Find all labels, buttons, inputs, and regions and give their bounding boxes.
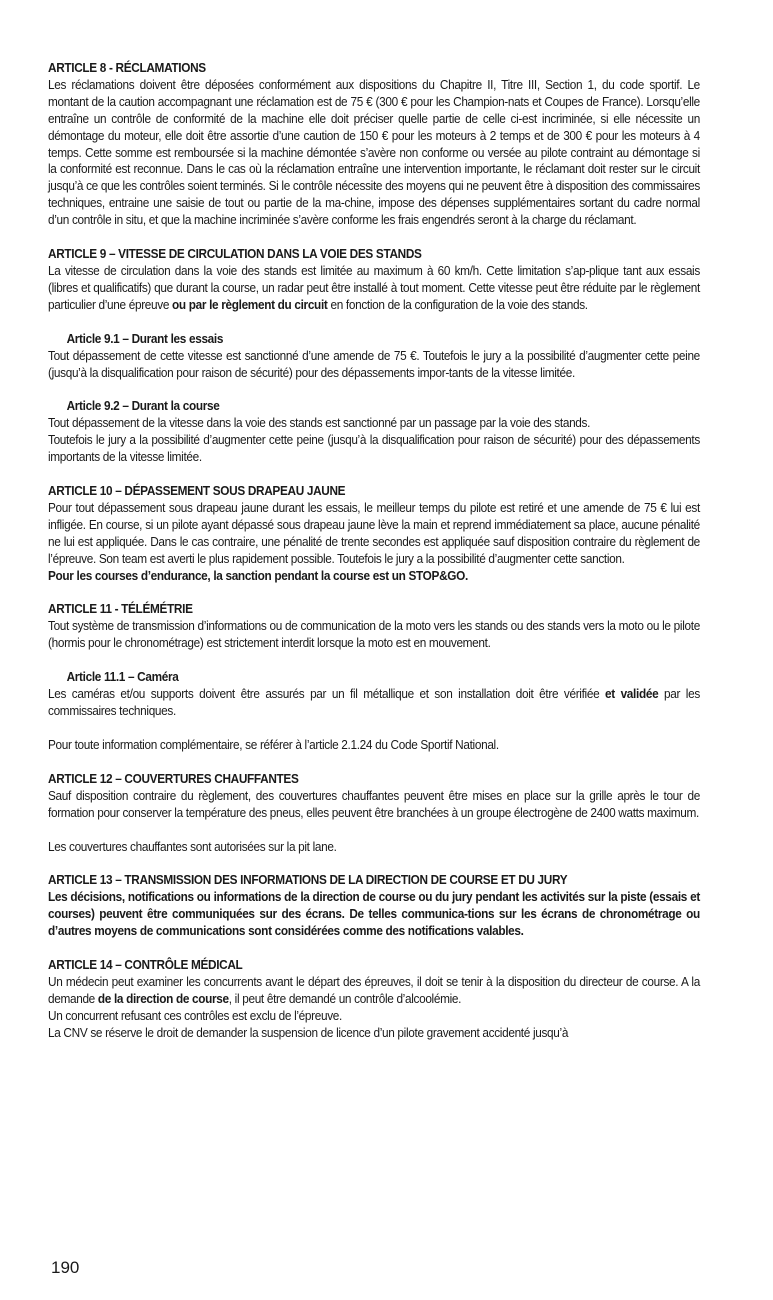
article-9-2-heading: Article 9.2 – Durant la course bbox=[66, 399, 220, 414]
article-11-1-body: Les caméras et/ou supports doivent être assurés par un fil métallique et son installation doit être vérifiée et validée par les commissaires techniques. bbox=[48, 687, 700, 718]
article-13-body: Les décisions, notifications ou informations de la direction de course ou du jury pendant les activités sur la piste (essais et courses) peuvent être communiquées sur des écrans. De telles communica-tions sur les écrans de chronométrage ou d’autres moyens de communications sont considérées comme des notifications valables. bbox=[48, 890, 700, 939]
article-12-body: Sauf disposition contraire du règlement, des couvertures chauffantes peuvent être mises en place sur la grille après le tour de formation pour conserver la température des pneus, elles peuvent être branchées à un groupe électrogène de 2400 watts maximum. bbox=[48, 788, 700, 820]
article-10-endurance-rule: Pour les courses d’endurance, la sanction pendant la course est un STOP&GO. bbox=[48, 568, 468, 583]
article-11-1-heading: Article 11.1 – Caméra bbox=[66, 670, 179, 685]
article-8-body: Les réclamations doivent être déposées conformément aux dispositions du Chapitre II, Titre III, Section 1, du code sportif. Le montant de la caution accompagnant une réclamation est de 75 € (300 € pour les Champion-nats et Coupes de France). Lorsqu’elle entraîne un contrôle de conformité de la machine elle doit préciser quelle partie de celle ci-est incriminée, si elle nécessite un démontage du moteur, elle doit être assortie d’une caution de 150 € pour les moteurs à 2 temps et de 300 € pour les moteurs à 4 temps. Cette somme est remboursée si la machine démontée s’avère non conforme ou versée au pilote contraint au démontage si la conformité est reconnue. Dans le cas où la réclamation entraîne une intervention importante, le réclamant doit rester sur le circuit jusqu’à ce que les contrôles soient terminés. Si le contrôle nécessite des moyens qui ne peuvent être à disposition des commissaires techniques, entraine une saisie de tout ou partie de la ma-chine, impose des dépenses supplémentaires sortant du cadre normal d’un contrôle in situ, et que la machine incriminée s’avère conforme les frais engendrés seront à la charge du réclamant. bbox=[48, 77, 700, 228]
article-13-heading: ARTICLE 13 – TRANSMISSION DES INFORMATIONS DE LA DIRECTION DE COURSE ET DU JURY bbox=[48, 873, 568, 888]
article-9-1-heading: Article 9.1 – Durant les essais bbox=[66, 331, 224, 346]
article-10-heading: ARTICLE 10 – DÉPASSEMENT SOUS DRAPEAU JAUNE bbox=[48, 484, 346, 499]
article-14-body-3: La CNV se réserve le droit de demander la suspension de licence d’un pilote gravement accidenté jusqu’à bbox=[48, 1025, 569, 1040]
article-8-heading: ARTICLE 8 - RÉCLAMATIONS bbox=[48, 61, 206, 75]
article-14-heading: ARTICLE 14 – CONTRÔLE MÉDICAL bbox=[48, 958, 243, 973]
article-14-body-2: Un concurrent refusant ces contrôles est exclu de l’épreuve. bbox=[48, 1008, 342, 1023]
article-11-body: Tout système de transmission d’informations ou de communication de la moto vers les stands ou des stands vers la moto ou le pilote (hormis pour le chronométrage) est strictement interdit lorsque la moto est en mouvement. bbox=[48, 619, 700, 651]
article-10-body: Pour tout dépassement sous drapeau jaune durant les essais, le meilleur temps du pilote est retiré et une amende de 75 € lui est infligée. En course, si un pilote ayant dépassé sous drapeau jaune lève la main et reprend immédiatement sa place, aucune pénalité ne lui est appliquée. Dans le cas contraire, une pénalité de trente secondes est appliquée sauf disposition contraire du règlement de l’épreuve. Son team est averti le plus rapidement possible. Toutefois le jury a la possibilité d’augmenter cette sanction. bbox=[48, 500, 700, 566]
article-9-2-body-1: Tout dépassement de la vitesse dans la voie des stands est sanctionné par un passage par la voie des stands. bbox=[48, 416, 591, 431]
article-12-note: Les couvertures chauffantes sont autorisées sur la pit lane. bbox=[48, 839, 337, 854]
article-9-1-body: Tout dépassement de cette vitesse est sanctionné d’une amende de 75 €. Toutefois le jury a la possibilité d’augmenter cette peine (jusqu’à la disqualification pour raison de sécurité) pour des dépassements impor-tants de la vitesse limitée. bbox=[48, 348, 700, 380]
article-9-heading: ARTICLE 9 – VITESSE DE CIRCULATION DANS LA VOIE DES STANDS bbox=[48, 247, 422, 262]
article-11-heading: ARTICLE 11 - TÉLÉMÉTRIE bbox=[48, 602, 193, 617]
article-9-2-body-2: Toutefois le jury a la possibilité d’augmenter cette peine (jusqu’à la disqualification pour raison de sécurité) pour des dépassements importants de la vitesse limitée. bbox=[48, 433, 700, 465]
article-11-note: Pour toute information complémentaire, se référer à l’article 2.1.24 du Code Sportif National. bbox=[48, 737, 499, 752]
article-14-body-1: Un médecin peut examiner les concurrents avant le départ des épreuves, il doit se tenir à la disposition du directeur de course. A la demande de la direction de course, il peut être demandé un contrôle d’alcoolémie. bbox=[48, 974, 700, 1006]
page-number: 190 bbox=[51, 1258, 80, 1277]
document-page bbox=[48, 60, 700, 1042]
article-12-heading: ARTICLE 12 – COUVERTURES CHAUFFANTES bbox=[48, 771, 299, 786]
article-9-body: La vitesse de circulation dans la voie des stands est limitée au maximum à 60 km/h. Cette limitation s’ap-plique tant aux essais (libres et qualificatifs) que durant la course, un radar peut être installé à tout moment. Cette vitesse peut être réduite par le règlement particulier d’une épreuve ou par le règlement du circuit en fonction de la configuration de la voie des stands. bbox=[48, 263, 700, 312]
